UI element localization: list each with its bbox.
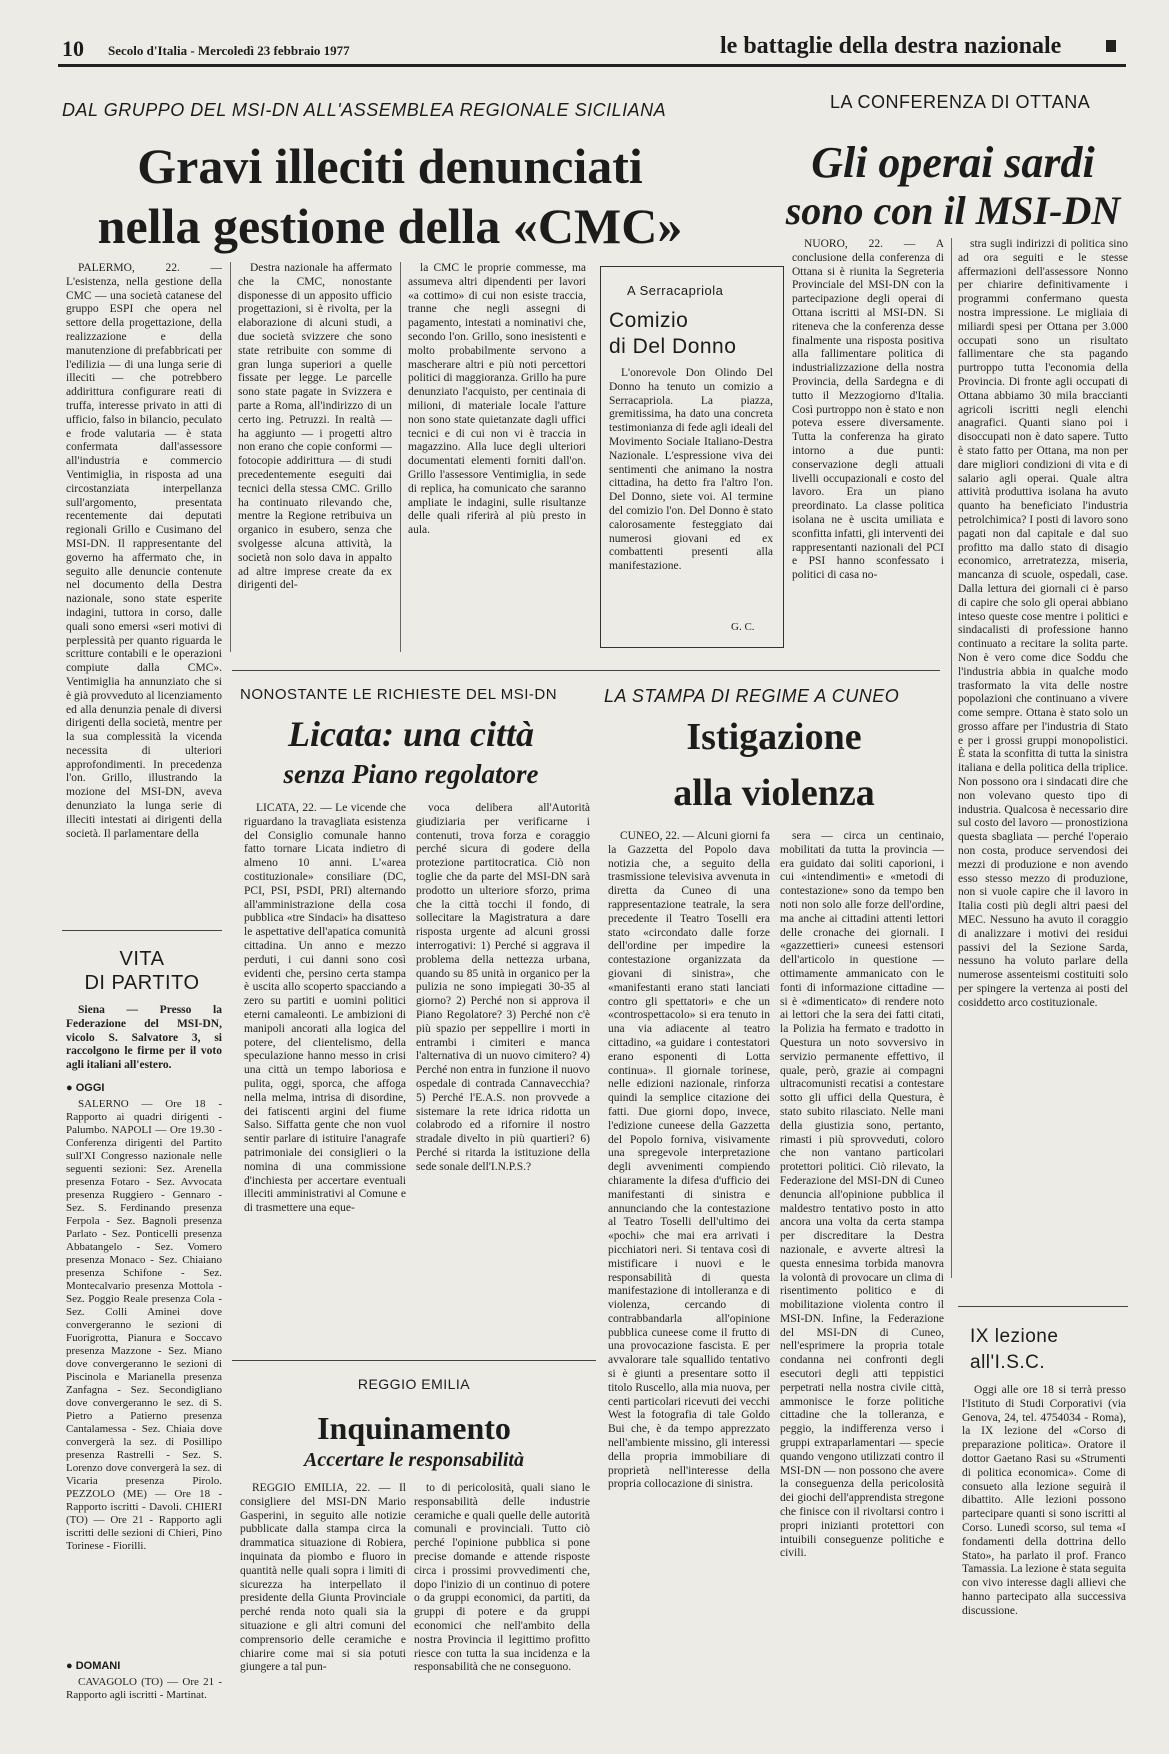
masthead-rule (58, 64, 1126, 67)
cmc-col2-text: Destra nazionale ha affermato che la CMC, nonostante disponesse di un apposito ufficio progettazioni, si è rivolta, per la elaborazione di alcuni studi, a due società svizzere che sono state retribuite con somme di gran lunga superiori a quelle fissate per legge. Le parcelle sono state pagate in Svizzera e parte a Roma, all'indirizzo di un certo ing. Petruzzi. In realtà — ha aggiunto — i progetti altro non erano che copie conformi — fotocopie addirittura — di studi precedentemente eseguiti dai tecnici della stessa CMC. Grillo ha continuato rilevando che, mentre la Regione retribuiva un organico in esubero, senza che svolgesse alcuna attività, la società non solo dava in appalto ad altre imprese create da ex dirigenti del- (238, 262, 392, 592)
comizio-text: L'onorevole Don Olindo Del Donno ha tenuto un comizio a Serracapriola. La piazza, gremitissima, ha dato una concreta testimonianza di fede agli ideali del Movimento Sociale Italiano-Destra Nazionale. L'espressione viva dei sentimenti che animano la nostra cittadina, ha detto fra l'altro l'on. Del Donno, siete voi. Al termine del comizio l'on. Del Donno è stato calorosamente festeggiato dai numerosi giovani ed ex combattenti presenti alla manifestazione. (609, 367, 773, 573)
domani-column (66, 1676, 222, 1726)
ottana-headline-line1: Gli operai sardi (811, 138, 1095, 187)
cuneo-column-1 (608, 830, 770, 1734)
section-rule (232, 1360, 596, 1361)
cmc-column-2 (238, 262, 392, 648)
domani-heading (66, 1660, 120, 1672)
section-rule (958, 1306, 1128, 1307)
cuneo-kicker: LA STAMPA DI REGIME A CUNEO (604, 686, 900, 706)
ottana-column-2 (958, 238, 1128, 1278)
ottana-column-1 (792, 238, 944, 648)
reggio-column-1 (240, 1482, 406, 1734)
comizio-byline: A Serracapriola (627, 283, 724, 298)
cmc-column-1 (66, 262, 222, 902)
oggi-column (66, 1098, 222, 1638)
comizio-box (600, 266, 784, 648)
comizio-headline-line1: Comizio (609, 309, 689, 332)
domani-text: CAVAGOLO (TO) — Ore 21 - Rapporto agli iscritti - Martinat. (66, 1676, 222, 1701)
reggio-column-2 (414, 1482, 590, 1734)
section-title: le battaglie della destra nazionale (720, 33, 1062, 59)
oggi-label: OGGI (75, 1082, 105, 1094)
licata-column-2 (416, 802, 590, 1330)
ottana-headline-line2: sono con il MSI-DN (785, 188, 1121, 233)
oggi-text: SALERNO — Ore 18 - Rapporto ai quadri dirigenti - Palumbo. NAPOLI — Ore 19.30 - Conferenza dirigenti del Partito sull'XI Congresso nazionale nelle seguenti sezioni: Sez. Arenella presenza Fotaro - Sez. Avvocata presenza Ruggiero - Gennaro - Sez. S. Ferdinando presenza Ferpola - Sez. Bagnoli presenza Parlato - Sez. Ponticelli presenza Abbatangelo - Sez. Vomero presenza Monaco - Sez. Chiaiano presenza Schifone - Sez. Montecalvario presenza Mottola - Sez. Poggio Reale presenza Cola - Sez. Colli Aminei dove convergeranno le sezioni di Fuorigrotta, Pianura e Soccavo presenza Mazzone - Sez. Miano dove convergeranno le sezioni di Piscinola e Marianella presenza Zanfagna - Sez. Secondigliano dove convergeranno le sez. di S. Pietro a Patierno presenza Cantalamessa - Sez. Chiaia dove convergerà la sez. di Posillipo presenza Rastrelli - Sez. S. Lorenzo dove convergerà la sez. di Vicaria presenza Pirolo. PEZZOLO (ME) — Ore 18 - Rapporto iscritti - Davoli. CHIERI (TO) — Ore 21 - Rapporto agli iscritti delle sezioni di Chieri, Pino Torinese - Fiorilli. (66, 1098, 222, 1552)
cmc-kicker: DAL GRUPPO DEL MSI-DN ALL'ASSEMBLEA REGIONALE SICILIANA (62, 100, 667, 120)
vita-intro-column (66, 1004, 222, 1072)
cuneo-col2-text: sera — circa un centinaio, mobilitati da tutta la provincia — era guidato dai soliti caporioni, i cui «intendimenti» e «metodi di contestazione» sono da tempo ben noti non solo alle forze dell'ordine, ma anche ai cittadini attenti lettori delle cronache dei giornali. I «gazzettieri» cuneesi estensori dell'articolo in questione — ottimamente ammanicato con le fonti di informazione cittadine — si è «dimenticato» di rendere noto ai lettori che la sera dei fatti citati, la Polizia ha fermato e tradotto in Questura un noto sovversivo in servizio permanente effettivo, il quale, però, grazie ai compagni ultracomunisti recatisi a contestare sotto gli uffici della Questura, è stato subito rilasciato. Nelle mani della giustizia sono, pertanto, rimasti i più sprovveduti, coloro che non vantano particolari protettori politici. Ciò rilevato, la Federazione del MSI-DN di Cuneo denuncia all'opinione pubblica il maldestro tentativo posto in atto ancora una volta da certa stampa per discreditare la Destra nazionale, e avverte altresì la questa ennesima torbida manovra la volontà di provocare un clima di risentimento politico e di mobilitazione violenta contro il MSI-DN. Infine, la Federazione del MSI-DN di Cuneo, nell'esprimere la propria totale condanna nei confronti degli esecutori degli atti teppistici perpetrati nella nostra civile città, ammonisce le forze politiche cittadine che la tolleranza, e peggio, la indifferenza verso i gruppi extraparlamentari — specie quando vengono utilizzati contro il MSI-DN — non possono che avere la conseguenza della pericolosità dei giochi dell'apprendista stregone che finisce con il rivoltarsi contro i propri inizianti protettori con intuibili conseguenze politiche e civili. (780, 830, 944, 1560)
domani-label: DOMANI (75, 1660, 121, 1672)
reggio-kicker: REGGIO EMILIA (357, 1376, 471, 1392)
licata-headline-line1: Licata: una città (288, 714, 534, 754)
licata-col1-text: LICATA, 22. — Le vicende che riguardano la travagliata esistenza del Consiglio comunale hanno fatto tornare Licata indietro di almeno 10 anni. L'«area costituzionale» consiliare (DC, PCI, PSI, PSDI, PRI) alternando all'amministrazione della cosa pubblica «tre Sindaci» ha disatteso le aspettative dell'apatica comunità cittadina. Un anno e mezzo perduti, i cui danni sono così evidenti che, persino certa stampa è uscita allo scoperto spacciando a zero su partiti e uomini politici eterni camaleonti. Le ambizioni di manipoli ancorati alla logica del potere, del clientelismo, della speculazione hanno messo in crisi una città un tempo laboriosa e pulita, oggi, sporca, che affoga nella melma, intrisa di disordine, dei fatiscenti argini del fiume Salso. Siffatta gente che non vuol sentir parlare di istituire l'anagrafe patrimoniale dei consiglieri o la nomina di una commissione d'inchiesta per accertare eventuali illeciti amministrativi al Comune e di trasmettere una eque- (244, 802, 406, 1215)
ottana-col1-text: NUORO, 22. — A conclusione della conferenza di Ottana si è riunita la Segreteria Provinciale del MSI-DN con la partecipazione degli operai di Ottana iscritti al MSI-DN. Si riteneva che la conferenza desse finalmente una risposta positiva alla fallimentare politica di industrializzazione della nostra Provincia, della Sardegna e di tutto il Mezzogiorno d'Italia. Così purtroppo non è stato e non poteva essere diversamente. Tutta la conferenza ha girato intorno a due punti: conservazione degli attuali livelli occupazionali e costo del lavoro. Era un piano preordinato. La classe politica isolana ne è uscita umiliata e sconfitta infatti, gli interventi dei rappresentanti nazionali del PCI e PSI hanno sconfessato i politici di casa no- (792, 238, 944, 582)
licata-headline-line2: senza Piano regolatore (283, 759, 539, 789)
reggio-col1-text: REGGIO EMILIA, 22. — Il consigliere del MSI-DN Mario Gasperini, in seguito alle notizie pubblicate dalla stampa circa la drammatica situazione di Robiera, inquinata da piombo e fluoro in quantità nelle quali sopra i limiti di sicurezza ha interpellato il presidente della Giunta Provinciale perché renda noto quali sia la situazione e gli altri comuni del comprensorio delle ceramiche e chiarire come mai si sia potuti giungere a tal pun- (240, 1482, 406, 1674)
section-rule (232, 670, 940, 671)
column-rule (400, 262, 401, 652)
isc-headline-line2: all'I.S.C. (970, 1352, 1046, 1373)
masthead-marker-icon (1106, 40, 1116, 52)
vita-title-line2: DI PARTITO (84, 972, 200, 994)
vita-title-line1: VITA (119, 948, 165, 970)
isc-text: Oggi alle ore 18 si terrà presso l'Istituto di Studi Corporativi (via Genova, 24, tel. 4754034 - Roma), la IX lezione del «Corso di preparazione politica». Oratore il dottor Gaetano Rasi su «Strumenti di politica economica». Come di consueto alla lezione seguirà il dibattito. Alle lezioni possono partecipare quanti si sono iscritti al Corso. Lunedì scorso, sul tema «I fondamenti della dottrina dello Stato», ha parlato il prof. Franco Tamassia. La lezione è stata seguita con vivo interesse dagli allievi che hanno partecipato alla successiva discussione. (962, 1384, 1126, 1617)
ottana-kicker: LA CONFERENZA DI OTTANA (830, 92, 1091, 112)
reggio-col2-text: to di pericolosità, quali siano le responsabilità delle industrie ceramiche e quali quelle delle autorità comunali e provinciali. Tutto ciò perché l'opinione pubblica si pone precise domande e attende risposte circa i prossimi provvedimenti che, dopo l'inizio di un continuo di potere o da gruppi economici, da partiti, da gruppi di potere e da gruppi economici che nell'ambito della nostra Provincia il legittimo profitto riesce con tutta la sua incidenza e la responsabilità che ne conseguono. (414, 1482, 590, 1674)
cuneo-headline-line2: alla violenza (673, 772, 875, 814)
cmc-headline-line1: Gravi illeciti denunciati (137, 138, 643, 194)
column-rule (230, 262, 231, 652)
cuneo-headline-line1: Istigazione (686, 716, 862, 758)
vita-intro-text: Siena — Presso la Federazione del MSI-DN, vicolo S. Salvatore 3, si raccolgono le firme per il voto agli italiani all'estero. (66, 1004, 222, 1072)
licata-col2-text: voca delibera all'Autorità giudiziaria per verificarne i contenuti, trova forza e coraggio perché sicura di godere della protezione partitocratica. Ciò non toglie che da parte del MSI-DN sarà prodotto un ulteriore sforzo, prima che la città tocchi il fondo, di sollecitare la Magistratura a dare risposta urgente ad alcuni grossi interrogativi: 1) Perché si aggrava il problema della nettezza urbana, quando su 85 unità in organico per la pulizia ne sono impiegati 30-35 al giorno? 2) Perché non si approva il Piano Regolatore? 3) Perché non c'è più spazio per seppellire i morti in entrambi i cimiteri e manca l'alternativa di un nuovo cimitero? 4) Perché non entra in funzione il nuovo ospedale di contrada Cannavecchia? 5) Perché l'E.A.S. non provvede a sistemare la rete idrica ridotta un colabrodo ed a rifornire il nostro stradale divelto in più quartieri? 6) Perché si ritarda la istituzione della sede sonale dell'I.N.P.S.? (416, 802, 590, 1173)
column-rule (951, 238, 952, 1278)
date-line: Secolo d'Italia - Mercoledì 23 febbraio 1977 (108, 43, 350, 58)
cmc-column-3 (408, 262, 586, 642)
cuneo-column-2 (780, 830, 944, 1734)
licata-column-1 (244, 802, 406, 1330)
cmc-col3-text: la CMC le proprie commesse, ma assumeva altri dipendenti per lavori «a cottimo» di cui non esiste traccia, tranne che negli assegni di pagamento, intestati a nominativi che, secondo l'on. Grillo, sono inesistenti e molto probabilmente servono a mascherare altri e più noti percettori politici di maggioranza. Grillo ha pure denunziato l'acquisto, per centinaia di milioni, di materiale locale l'atture non sono state quietanzate dagli uffici tecnici e di cui non vi è traccia in magazzino. Alla luce degli ulteriori documentati elementi forniti dall'on. Grillo l'assessore Ventimiglia, in sede di replica, ha comunicato che saranno ampliate le indagini, sulle risultanze delle quali riferirà al più presto in aula. (408, 262, 586, 537)
comizio-body-column (609, 367, 773, 619)
cmc-headline-line2: nella gestione della «CMC» (97, 198, 683, 254)
reggio-headline-line2: Accertare le responsabilità (304, 1449, 524, 1471)
cuneo-col1-text: CUNEO, 22. — Alcuni giorni fa la Gazzetta del Popolo dava notizia che, a seguito della trasmissione televisiva avvenuta in diretta da Cuneo di una rappresentazione teatrale, la sera precedente il Teatro Toselli era stato «circondato dalle forze dell'ordine per impedire la contestazione organizzata da giovani di sinistra», che «manifestanti erano stati lanciati contro gli spettatori» e che un «controspettacolo» si era tenuto in una via adiacente al teatro cittadino, «a guidare i contestatori erano esponenti di Lotta continua». Il giornale torinese, nelle edizioni nazionale, rinforza quindi la semplice citazione dei fatti. Due giorni dopo, invece, l'edizione cuneese della Gazzetta del Popolo forniva, visivamente una spregevole interpretazione degli avvenimenti compiendo chiaramente la difesa d'ufficio dei manifestanti di sinistra e annunciando che la contestazione al Teatro Toselli dell'ultimo dei «pochi» che mai era arrivati i picchiatori neri. Si tentava così di mistificare i nuovi e le responsabilità di questa manifestazione di intolleranza e di violenza, cercando di contrabbandarla all'opinione pubblica cuneese come il frutto di una provocazione fascista. E per avvalorare tale squallido tentativo si è giunti a presentare sotto il titolo Ruscello, alla mia nuova, per centi particolari ricevuti dei vecchi West la fotografia di tale Goldo Bui che, è da tempo apprezzato nell'ambiente missino, gli interessi della propria immobiliare di proprietà nell'interesse della propria collocazione di sinistra. (608, 830, 770, 1491)
cmc-col1-text: PALERMO, 22. — L'esistenza, nella gestione della CMC — una società catanese del gruppo ESPI che opera nel settore della progettazione, della realizzazione e della manutenzione di prefabbricati per l'edilizia — di una lunga serie di illeciti — che potrebbero addirittura configurare reati di truffa, interesse privato in atti di ufficio, falso in bilancio, peculato e frode valutaria — è stata confermata dall'assessore all'industria e commercio Ventimiglia, in risposta ad una circostanziata interpellanza sull'argomento, presentata recentemente dai deputati regionali Grillo e Cusimano del MSI-DN. Il rappresentante del governo ha affermato che, in seguito alle denuncie contenute nel documento della Destra nazionale, sono state esperite indagini, tuttora in corso, dalle quali sono emersi «seri motivi di perplessità per quanto riguarda le scritture contabili e le operazioni compiute dalla CMC». Ventimiglia ha annunziato che si è già provveduto al licenziamento ed alla denunzia penale di diversi dirigenti della società, mentre per la sua complessità la vicenda necessita di ulteriori approfondimenti. In precedenza l'on. Grillo, illustrando la mozione del MSI-DN, aveva denunziato la lunga serie di illeciti intestati ai dirigenti della società. Il parlamentare della (66, 262, 222, 840)
isc-column (962, 1384, 1126, 1734)
oggi-heading (66, 1082, 104, 1094)
bullet-icon: ● (66, 1660, 76, 1672)
bullet-icon: ● (66, 1082, 76, 1094)
reggio-headline-line1: Inquinamento (317, 1410, 511, 1446)
page-number: 10 (62, 36, 84, 61)
section-rule (62, 930, 222, 931)
isc-headline-line1: IX lezione (970, 1326, 1059, 1347)
ottana-col2-text: stra sugli indirizzi di politica sino ad ora seguiti e le stesse affermazioni dell'assessore Nonno per chiarire definitivamente i programmi confermano questa nostra impressione. Le migliaia di miliardi spesi per Ottana per 3.000 occupati sono un risultato fallimentare che sta pagando purtroppo tutta l'economia della Provincia. Di fronte agli occupati di Ottana abbiamo 30 mila braccianti agricoli iscritti negli elenchi anagrafici. Quanti siano poi i disoccupati non è dato sapere. Tutto è stato fatto per Ottana, ma non per dare migliori condizioni di vita e di salario agli operai. Quale altra attività produttiva isolana ha avuto quanto ha beneficiato l'industria petrolchimica? I posti di lavoro sono pagati non dal capitale e dal suo profitto ma dallo stato di disagio economico, arretratezza, miseria, mancanza di scuole, ospedali, case. Dalla lettura dei giornali ci è parso di capire che solo gli operai abbiano inteso queste cose mentre i politici e sindacalisti di professione hanno continuato a recitare la solita parte. Non è vero come dice Soddu che l'industria abbia in qualche modo trasformato la vita delle nostre popolazioni che continuano a vivere come sempre. Ottana è stato solo un grosso affare per l'industria di Stato e per i grossi gruppi monopolistici. È stata la sconfitta di tutta la sinistra italiana e della politica della triplice. Non possono ora i sindacati dire che non volevano questo tipo di industria. Qualcosa è necessario dire sul costo del lavoro — pronostiziona questa sbagliata — perché l'operaio non costa, produce servendosi dei mezzi di produzione e non avendo esso stesso mezzo di produzione, non si vuole capire che il lavoro in Italia costi più degli altri paesi del MEC. Nessuno ha avuto il coraggio di analizzare i motivi dei residui passivi del la Sezione Sarda, nessuno ha voluto parlare della numerose assenteismi costituiti solo per spingere la vertenza ai posti del cosiddetto arco costituzionale. (958, 238, 1128, 1009)
licata-kicker: NONOSTANTE LE RICHIESTE DEL MSI-DN (240, 686, 558, 703)
comizio-signature: G. C. (731, 621, 755, 633)
comizio-headline-line2: di Del Donno (609, 335, 737, 358)
